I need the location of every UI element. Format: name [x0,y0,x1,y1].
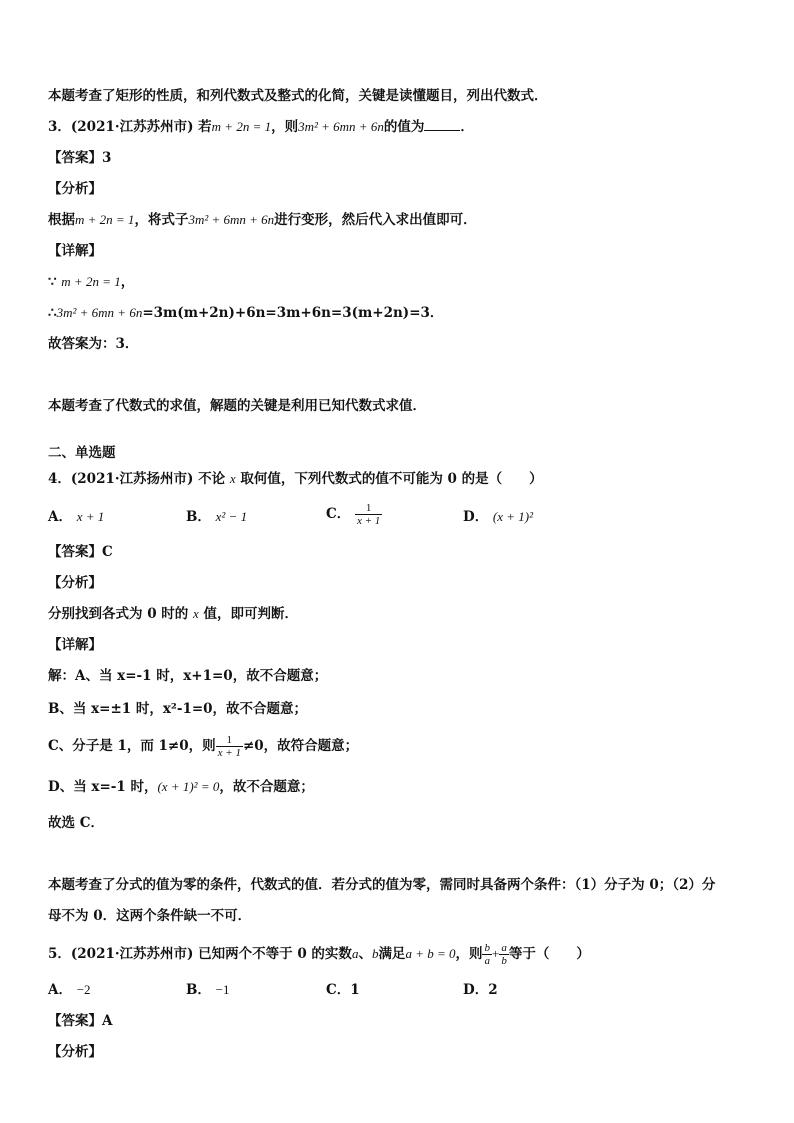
text: 分别找到各式为 0 时的 [48,606,189,622]
numerator: 1 [216,734,243,747]
math-condition: m + 2n = 1 [61,274,121,289]
question-4-stem [48,470,543,488]
numerator: a [501,942,507,954]
detail-line [48,304,443,322]
math-expression: 3m² + 6mn + 6n [298,119,384,134]
math-var: x [193,606,199,621]
stem-text: 的值为 [383,119,425,135]
stem-text: 满足 [378,946,406,962]
math-var: b [371,946,379,961]
detail-line: B、当 x=±1 时，x²-1=0，故不合题意； [48,701,308,717]
summary-line: 母不为 0．这两个条件缺一不可． [48,908,252,924]
option-math: x² − 1 [215,509,248,524]
option-b [186,981,229,999]
denominator: x + 1 [356,515,381,527]
fraction [482,942,492,967]
denominator: b [501,955,507,967]
option-math: −2 [76,982,91,997]
math-var: x [229,471,236,486]
option-math: (x + 1)² [492,509,534,524]
text: C、分子是 1，而 1≠0，则 [48,738,216,754]
answer-blank [424,118,460,131]
stem-text: ． [460,119,474,135]
question-3-stem [48,118,474,136]
final-answer: 故选 C． [48,815,104,831]
math-expression: 3m² + 6mn + 6n [188,212,275,227]
option-a [48,981,91,999]
stem-text: ，则 [455,946,483,962]
option-label: C． [326,506,351,522]
option-d [463,508,533,526]
math-condition: a + b = 0 [405,946,456,961]
math-condition: m + 2n = 1 [211,119,272,134]
math-var: a [351,946,359,961]
analysis-text [48,605,298,623]
detail-line: 解：A、当 x=-1 时，x+1=0，故不合题意； [48,668,328,684]
stem-text: 等于（ ） [508,946,590,962]
option-d: D．2 [463,982,498,998]
paragraph-line: 本题考查了矩形的性质，和列代数式及整式的化简，关键是读懂题目，列出代数式． [48,88,548,104]
plus-sign: + [491,946,500,961]
detail-line [48,778,314,796]
option-a [48,508,104,526]
analysis-text [48,211,477,229]
detail-heading: 【详解】 [48,243,102,259]
text: =3m(m+2n)+6n=3m+6n=3(m+2n)=3． [142,305,444,321]
final-answer: 故答案为：3． [48,336,139,352]
option-b [186,508,247,526]
answer-line: 【答案】3 [48,150,112,166]
text: D、当 x=-1 时， [48,779,158,795]
option-label: B． [186,509,211,525]
math-expression: 3m² + 6mn + 6n [56,305,143,320]
detail-line [48,273,134,291]
text: 、 [358,946,372,962]
section-heading: 二、单选题 [48,445,116,461]
stem-text: 5．(2021·江苏苏州市) 已知两个不等于 0 的实数 [48,946,352,962]
text: ，将式子 [134,212,189,228]
fraction [499,942,509,967]
question-5-stem [48,942,590,967]
option-label: A． [48,982,72,998]
stem-text: 若 [198,119,212,135]
answer-line: 【答案】C [48,544,113,560]
detail-line [48,734,358,759]
denominator: x + 1 [217,747,241,759]
option-label: A． [48,509,72,525]
summary-line: 本题考查了分式的值为零的条件，代数式的值．若分式的值为零，需同时具备两个条件：（1）分子为 0；（2）分 [48,877,716,893]
option-math: x + 1 [76,509,105,524]
because-symbol: ∵ [48,274,57,290]
analysis-heading: 【分析】 [48,575,102,591]
option-label: B． [186,982,211,998]
text: ，故不合题意； [219,779,314,795]
option-math: −1 [215,982,230,997]
option-label: D． [463,509,489,525]
question-number: 3． [48,119,71,135]
text: 进行变形，然后代入求出值即可． [274,212,477,228]
math-condition: m + 2n = 1 [75,212,135,227]
option-c: C．1 [326,982,360,998]
denominator: a [484,955,490,967]
detail-heading: 【详解】 [48,637,102,653]
stem-text: 4．(2021·江苏扬州市) 不论 [48,471,226,487]
numerator: 1 [355,502,382,515]
numerator: b [484,942,490,954]
fraction [355,502,382,527]
text: 根据 [48,212,75,228]
text: ≠0，故符合题意； [242,738,359,754]
math-expression: (x + 1)² = 0 [157,779,220,794]
question-source: (2021·江苏苏州市) [70,119,194,135]
option-c [326,502,382,527]
text: 值，即可判断． [203,606,298,622]
text: ， [120,274,135,290]
stem-text: ，则 [271,119,299,135]
stem-text: 取何值，下列代数式的值不可能为 0 的是（ ） [240,471,543,487]
therefore-symbol: ∴ [48,305,57,321]
analysis-heading: 【分析】 [48,181,102,197]
answer-line: 【答案】A [48,1013,113,1029]
analysis-heading: 【分析】 [48,1044,102,1060]
fraction [216,734,243,759]
summary-line: 本题考查了代数式的求值，解题的关键是利用已知代数式求值． [48,398,426,414]
